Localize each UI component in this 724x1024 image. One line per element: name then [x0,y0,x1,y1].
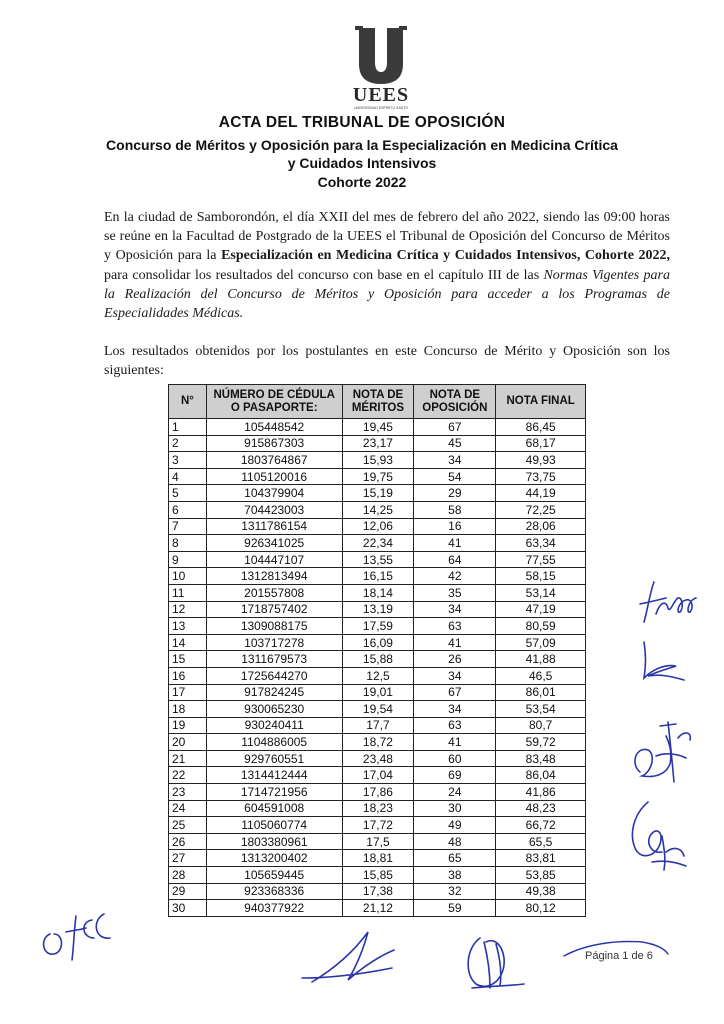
row-final-score: 59,72 [496,734,586,751]
row-id-number: 930240411 [206,717,342,734]
signature-1-icon [636,578,702,628]
header-merit-score: NOTA DE MÉRITOS [342,385,414,419]
row-id-number: 1312813494 [206,568,342,585]
row-number: 22 [169,767,207,784]
table-row [169,568,586,585]
table-row [169,784,586,801]
row-number: 2 [169,435,207,452]
row-opposition-score: 24 [414,784,496,801]
row-opposition-score: 41 [414,535,496,552]
row-final-score: 49,38 [496,883,586,900]
row-number: 28 [169,867,207,884]
row-opposition-score: 58 [414,501,496,518]
row-merit-score: 17,04 [342,767,414,784]
row-number: 9 [169,551,207,568]
row-number: 21 [169,750,207,767]
row-id-number: 104379904 [206,485,342,502]
row-id-number: 201557808 [206,584,342,601]
row-number: 30 [169,900,207,917]
row-opposition-score: 67 [414,684,496,701]
row-number: 7 [169,518,207,535]
page-number: Página 1 de 6 [585,950,653,962]
signature-7-icon [450,928,530,998]
row-number: 11 [169,584,207,601]
row-number: 15 [169,651,207,668]
row-final-score: 86,04 [496,767,586,784]
row-id-number: 940377922 [206,900,342,917]
table-row [169,501,586,518]
document-subtitle [0,136,724,172]
row-merit-score: 19,75 [342,468,414,485]
row-final-score: 63,34 [496,535,586,552]
row-id-number: 104447107 [206,551,342,568]
table-row [169,419,586,436]
row-final-score: 72,25 [496,501,586,518]
row-merit-score: 15,88 [342,651,414,668]
row-id-number: 1311679573 [206,651,342,668]
row-final-score: 41,86 [496,784,586,801]
row-id-number: 1309088175 [206,618,342,635]
intro-paragraph [104,208,670,323]
row-final-score: 53,85 [496,867,586,884]
row-merit-score: 14,25 [342,501,414,518]
row-merit-score: 22,34 [342,535,414,552]
table-row [169,750,586,767]
row-merit-score: 12,06 [342,518,414,535]
row-opposition-score: 30 [414,800,496,817]
document-title: ACTA DEL TRIBUNAL DE OPOSICIÓN [218,114,506,131]
table-row [169,584,586,601]
row-opposition-score: 38 [414,867,496,884]
row-opposition-score: 60 [414,750,496,767]
signature-4-icon [622,796,694,876]
row-opposition-score: 16 [414,518,496,535]
row-id-number: 930065230 [206,701,342,718]
row-opposition-score: 34 [414,667,496,684]
table-row [169,601,586,618]
intro-text-a: En la ciudad de Samborondón, el día XXII del mes de febrero del año 2022, siendo las 09:00 horas se reúne en la Facultad de Postgrado de la UEES el Tribunal de Oposición del Concurso de Méritos y Oposición para la [104,210,670,264]
row-number: 19 [169,717,207,734]
row-opposition-score: 48 [414,833,496,850]
intro-text-b: para consolidar los resultados del concurso con base en el capítulo III de las [104,267,544,283]
row-merit-score: 13,55 [342,551,414,568]
row-id-number: 1311786154 [206,518,342,535]
row-opposition-score: 29 [414,485,496,502]
row-number: 24 [169,800,207,817]
table-row [169,734,586,751]
row-id-number: 1725644270 [206,667,342,684]
subtitle-line-2: y Cuidados Intensivos [287,155,437,171]
table-row [169,767,586,784]
table-row [169,883,586,900]
row-opposition-score: 63 [414,618,496,635]
row-merit-score: 17,72 [342,817,414,834]
row-final-score: 68,17 [496,435,586,452]
row-id-number: 704423003 [206,501,342,518]
row-number: 13 [169,618,207,635]
row-number: 12 [169,601,207,618]
row-opposition-score: 67 [414,419,496,436]
row-number: 14 [169,634,207,651]
row-id-number: 1714721956 [206,784,342,801]
row-number: 17 [169,684,207,701]
table-row [169,800,586,817]
table-row [169,535,586,552]
row-opposition-score: 34 [414,701,496,718]
row-merit-score: 13,19 [342,601,414,618]
row-opposition-score: 35 [414,584,496,601]
table-row [169,551,586,568]
row-merit-score: 16,15 [342,568,414,585]
row-opposition-score: 34 [414,452,496,469]
row-final-score: 28,06 [496,518,586,535]
row-merit-score: 17,86 [342,784,414,801]
cohort-heading: Cohorte 2022 [317,174,407,190]
row-merit-score: 19,54 [342,701,414,718]
row-final-score: 80,59 [496,618,586,635]
row-opposition-score: 49 [414,817,496,834]
row-merit-score: 15,85 [342,867,414,884]
results-intro-paragraph: Los resultados obtenidos por los postulantes en este Concurso de Mérito y Oposición son los siguientes: [104,344,670,379]
row-id-number: 1314412444 [206,767,342,784]
row-id-number: 915867303 [206,435,342,452]
row-final-score: 83,81 [496,850,586,867]
table-row [169,435,586,452]
uees-u-emblem-icon [341,22,421,86]
row-final-score: 57,09 [496,634,586,651]
row-opposition-score: 26 [414,651,496,668]
row-number: 18 [169,701,207,718]
uees-logo [341,22,421,110]
row-opposition-score: 34 [414,601,496,618]
row-final-score: 66,72 [496,817,586,834]
table-row [169,452,586,469]
row-merit-score: 21,12 [342,900,414,917]
row-merit-score: 18,81 [342,850,414,867]
row-merit-score: 12,5 [342,667,414,684]
row-id-number: 1105060774 [206,817,342,834]
table-row [169,618,586,635]
row-number: 16 [169,667,207,684]
row-merit-score: 18,72 [342,734,414,751]
row-opposition-score: 63 [414,717,496,734]
row-final-score: 65,5 [496,833,586,850]
intro-italic-text: Normas Vigentes para la Realización del Concurso de Méritos y Oposición para acceder a los Programas de Especialidades Médicas. [104,267,670,322]
table-row [169,717,586,734]
row-number: 4 [169,468,207,485]
header-number: N° [169,385,207,419]
table-row [169,817,586,834]
table-row [169,485,586,502]
row-opposition-score: 69 [414,767,496,784]
row-number: 27 [169,850,207,867]
row-merit-score: 17,5 [342,833,414,850]
row-id-number: 1803380961 [206,833,342,850]
row-final-score: 73,75 [496,468,586,485]
row-opposition-score: 41 [414,734,496,751]
row-id-number: 917824245 [206,684,342,701]
row-id-number: 1313200402 [206,850,342,867]
row-final-score: 49,93 [496,452,586,469]
logo-subtitle: UNIVERSIDAD ESPÍRITU SANTO [353,106,408,110]
intro-bold-text: Especialización en Medicina Crítica y Cuidados Intensivos, Cohorte 2022, [221,248,670,264]
table-row [169,651,586,668]
row-number: 23 [169,784,207,801]
row-final-score: 46,5 [496,667,586,684]
table-row [169,833,586,850]
row-merit-score: 15,19 [342,485,414,502]
row-opposition-score: 42 [414,568,496,585]
row-id-number: 1104886005 [206,734,342,751]
row-number: 26 [169,833,207,850]
row-merit-score: 19,45 [342,419,414,436]
row-opposition-score: 54 [414,468,496,485]
logo-word: UEES [352,84,410,106]
table-row [169,667,586,684]
row-merit-score: 23,48 [342,750,414,767]
table-row [169,701,586,718]
signature-3-icon [626,716,706,790]
signature-5-icon [36,904,146,966]
row-id-number: 1105120016 [206,468,342,485]
row-id-number: 926341025 [206,535,342,552]
row-number: 20 [169,734,207,751]
row-final-score: 48,23 [496,800,586,817]
row-merit-score: 15,93 [342,452,414,469]
row-opposition-score: 45 [414,435,496,452]
row-id-number: 103717278 [206,634,342,651]
row-number: 5 [169,485,207,502]
header-opposition-score: NOTA DE OPOSICIÓN [414,385,496,419]
row-id-number: 1803764867 [206,452,342,469]
row-final-score: 44,19 [496,485,586,502]
row-merit-score: 17,38 [342,883,414,900]
signature-2-icon [634,636,694,684]
row-final-score: 47,19 [496,601,586,618]
row-id-number: 105659445 [206,867,342,884]
row-opposition-score: 65 [414,850,496,867]
row-number: 1 [169,419,207,436]
row-number: 8 [169,535,207,552]
row-final-score: 86,45 [496,419,586,436]
subtitle-line-1: Concurso de Méritos y Oposición para la Especialización en Medicina Crítica [106,137,618,153]
row-id-number: 923368336 [206,883,342,900]
row-id-number: 105448542 [206,419,342,436]
table-row [169,684,586,701]
table-row [169,900,586,917]
row-merit-score: 17,7 [342,717,414,734]
row-final-score: 83,48 [496,750,586,767]
table-row [169,850,586,867]
row-id-number: 929760551 [206,750,342,767]
results-table-body [169,419,586,917]
results-table [168,384,586,917]
table-row [169,634,586,651]
row-opposition-score: 32 [414,883,496,900]
row-final-score: 53,54 [496,701,586,718]
table-row [169,518,586,535]
table-header-row [169,385,586,419]
row-final-score: 41,88 [496,651,586,668]
row-number: 29 [169,883,207,900]
header-id-number: NÚMERO DE CÉDULA O PASAPORTE: [206,385,342,419]
row-merit-score: 19,01 [342,684,414,701]
signature-6-icon [292,920,402,990]
row-id-number: 1718757402 [206,601,342,618]
header-final-score: NOTA FINAL [496,385,586,419]
row-number: 6 [169,501,207,518]
row-number: 10 [169,568,207,585]
row-merit-score: 18,14 [342,584,414,601]
row-final-score: 80,7 [496,717,586,734]
row-id-number: 604591008 [206,800,342,817]
table-row [169,468,586,485]
row-opposition-score: 41 [414,634,496,651]
row-merit-score: 17,59 [342,618,414,635]
row-number: 3 [169,452,207,469]
row-final-score: 53,14 [496,584,586,601]
row-merit-score: 23,17 [342,435,414,452]
row-merit-score: 18,23 [342,800,414,817]
row-final-score: 80,12 [496,900,586,917]
row-number: 25 [169,817,207,834]
row-final-score: 77,55 [496,551,586,568]
table-row [169,867,586,884]
row-opposition-score: 59 [414,900,496,917]
row-final-score: 58,15 [496,568,586,585]
row-final-score: 86,01 [496,684,586,701]
row-merit-score: 16,09 [342,634,414,651]
row-opposition-score: 64 [414,551,496,568]
